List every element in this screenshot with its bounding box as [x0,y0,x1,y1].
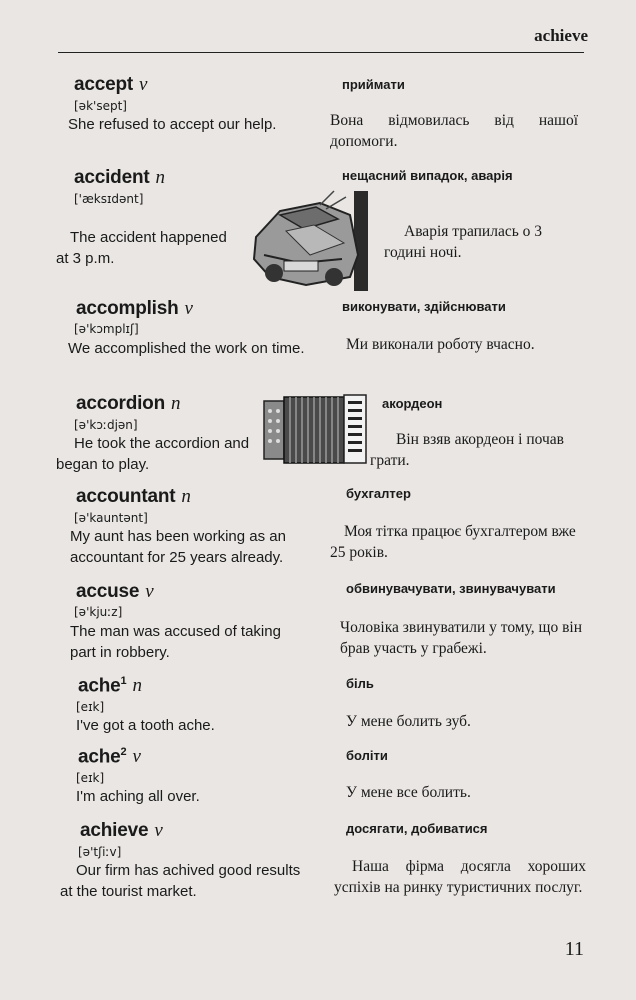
example-ukrainian: Аварія трапилась о 3 годині ночі. [384,223,543,261]
transcription: [ə'kɔmplɪʃ] [74,322,139,336]
headword: accordion n [76,393,181,414]
headword: accountant n [76,486,191,507]
example-english: He took the accordion and began to play. [56,435,250,473]
translation: біль [346,676,374,691]
transcription: [eɪk] [76,771,105,785]
headword: ache$^1$ n [78,675,142,697]
example-english: The man was accused of taking part in robbery. [70,623,281,661]
example-english: I'm aching all over. [76,788,200,805]
transcription: [ə'kɔːdjən] [74,418,138,432]
example-ukrainian: Вона відмовилась від нашої допомоги. [330,112,578,150]
headword: achieve v [80,820,163,841]
part-of-speech: n [132,675,142,697]
translation: досягати, добиватися [346,821,488,836]
headword: accident n [74,167,165,188]
example-english: We accomplished the work on time. [68,340,305,357]
part-of-speech: v [139,74,148,95]
running-head: achieve [534,26,588,45]
transcription: ['æksɪdənt] [74,192,144,206]
header-rule [58,52,584,53]
translation: боліти [346,748,388,763]
example-english: She refused to accept our help. [68,116,277,133]
homonym-number: 2 [120,746,127,758]
example-ukrainian: Він взяв акордеон і почав грати. [370,431,565,469]
example-ukrainian: Моя тітка працює бухгалтером вже 25 років. [330,523,576,561]
example-english: The accident happened at 3 p.m. [56,229,227,267]
transcription: [ə'kauntənt] [74,511,148,525]
page-number: 11 [564,938,584,960]
example-english: My aunt has been working as an accountant for 25 years already. [70,528,286,566]
accordion-illustration [262,393,370,465]
part-of-speech: v [154,820,163,841]
part-of-speech: n [181,486,191,507]
translation: виконувати, здійснювати [342,299,506,314]
transcription: [ə'kjuːz] [74,605,123,619]
part-of-speech: v [145,581,154,602]
part-of-speech: n [155,167,165,188]
example-ukrainian: Наша фірма досягла хороших успіхів на ринку туристичних послуг. [334,858,586,896]
example-ukrainian: У мене болить зуб. [346,713,471,730]
headword: ache$^2$ v [78,746,141,768]
translation: приймати [342,77,405,92]
homonym-number: 1 [120,675,127,687]
part-of-speech: v [184,298,193,319]
translation: акордеон [382,396,443,411]
translation: обвинувачувати, звинувачувати [346,581,556,596]
example-ukrainian: У мене все болить. [346,784,471,801]
translation: нещасний випадок, аварія [342,168,513,183]
transcription: [ə'tʃiːv] [78,845,122,859]
headword: accept v [74,74,148,95]
translation: бухгалтер [346,486,411,501]
part-of-speech: n [171,393,181,414]
transcription: [eɪk] [76,700,105,714]
transcription: [ək'sept] [74,99,127,113]
example-english: Our firm has achived good results at the tourist market. [60,862,301,900]
example-ukrainian: Ми виконали роботу вчасно. [346,336,535,353]
example-english: I've got a tooth ache. [76,717,215,734]
part-of-speech: v [132,746,141,768]
headword: accomplish v [76,298,193,319]
car-crash-illustration [250,185,378,291]
headword: accuse v [76,581,154,602]
example-ukrainian: Чоловіка звинуватили у тому, що він брав участь у грабежі. [340,619,583,657]
